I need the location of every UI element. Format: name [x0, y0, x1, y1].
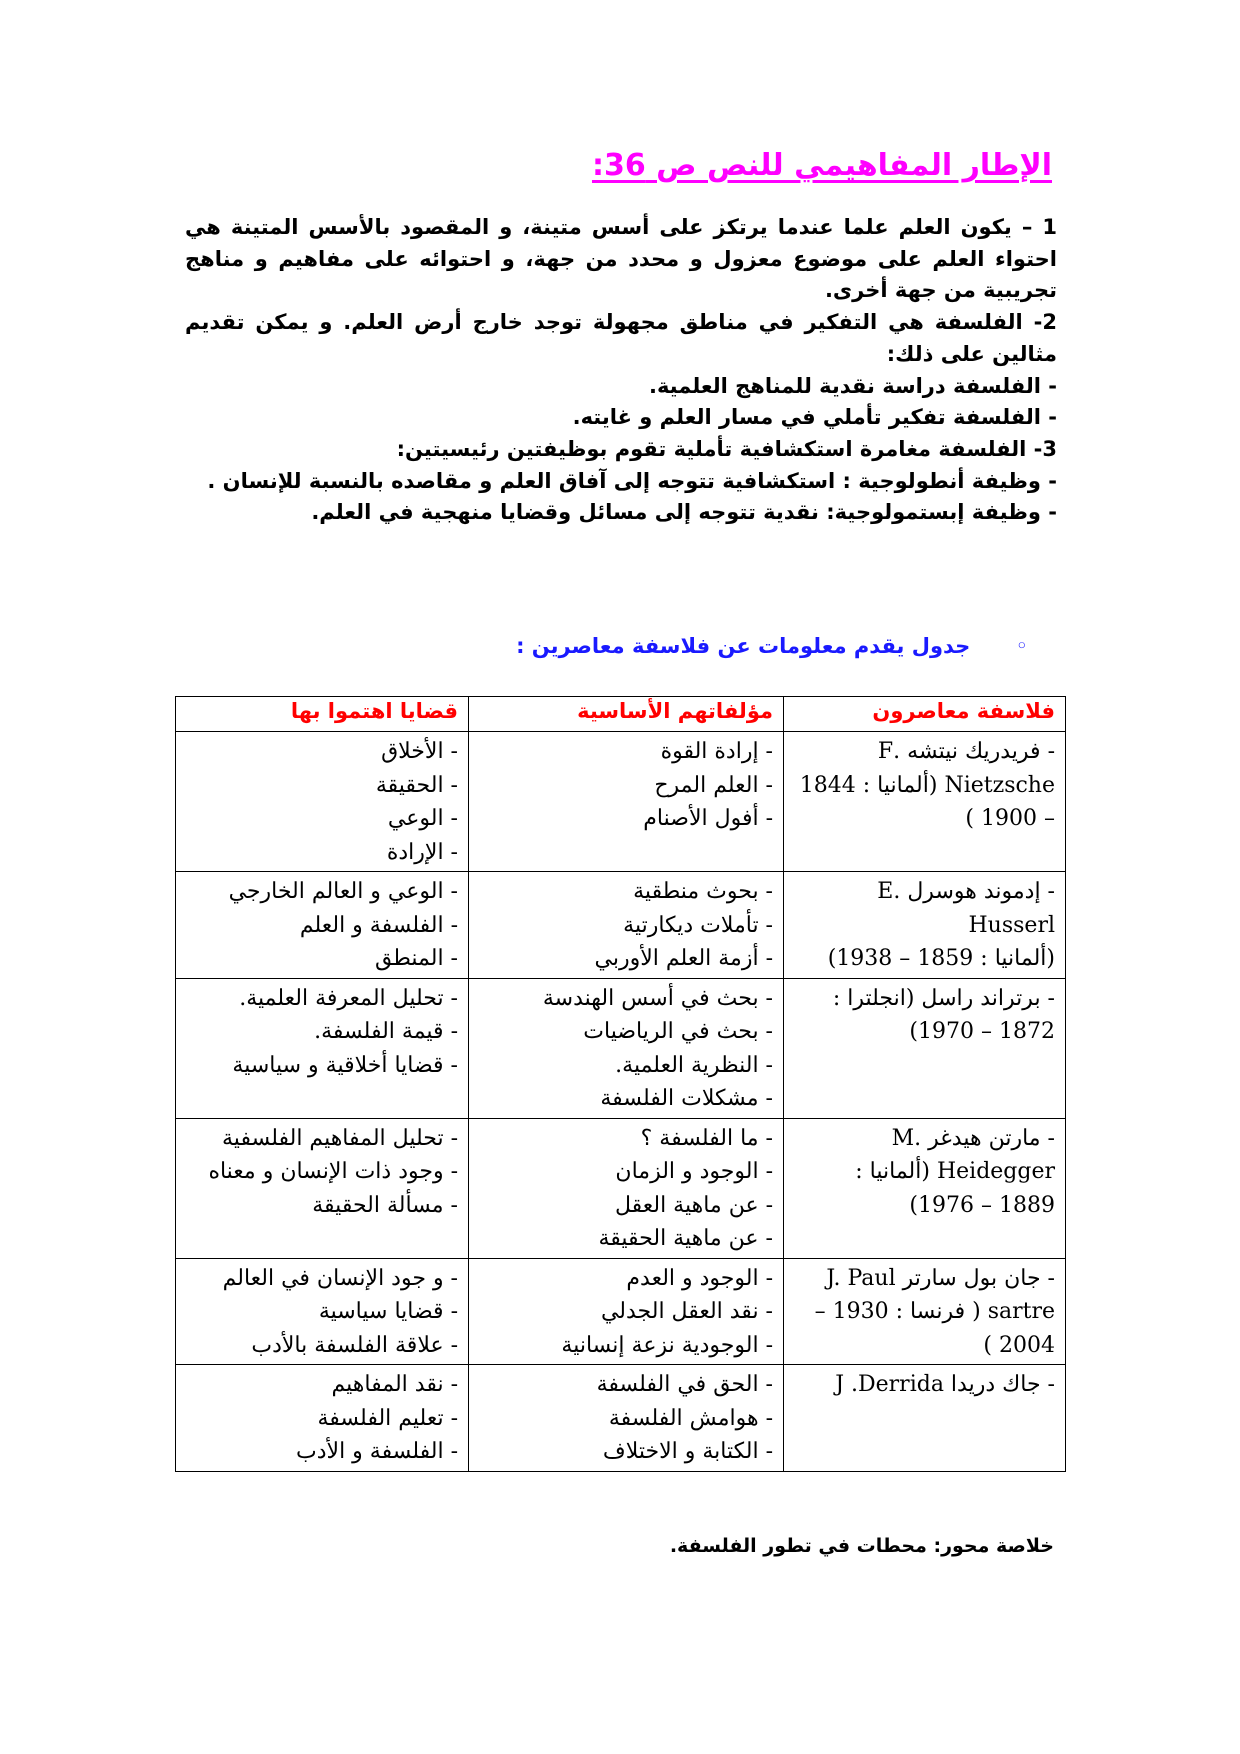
works-cell-line: - بحث في أسس الهندسة — [542, 985, 773, 1011]
philosopher-cell-line: 2004 ) — [983, 1332, 1055, 1358]
works-cell — [469, 732, 784, 872]
issues-cell — [176, 1365, 469, 1472]
philosopher-cell — [784, 872, 1066, 979]
works-cell-line: - الوجود و العدم — [626, 1265, 773, 1291]
works-cell-line: - تأملات ديكارتية — [623, 912, 773, 938]
issues-cell-line: - قضايا سياسية — [318, 1299, 458, 1324]
works-cell-line: - الوجود و الزمان — [615, 1159, 773, 1184]
philosopher-cell-line: - جان بول سارتر J. Paul — [826, 1265, 1055, 1291]
philosopher-cell-line: Heidegger (ألمانيا : — [855, 1159, 1055, 1184]
intro-point-1: 1 – يكون العلم علما عندما يرتكز على أسس متينة، و المقصود بالأسس المتينة هي احتواء العلم على موضوع معزول و محدد من جهة، و احتوائه على مفاهيم و مناهج تجريبية من جهة أخرى. — [185, 215, 1057, 303]
philosopher-cell — [784, 1365, 1066, 1472]
works-cell — [469, 1365, 784, 1472]
issues-cell-line: - المنطق — [375, 946, 458, 971]
philosopher-cell-line: sartre ( فرنسا : 1930 – — [814, 1299, 1055, 1324]
footer-summary: خلاصة محور: محطات في تطور الفلسفة. — [669, 1535, 1054, 1557]
philosopher-cell — [784, 1118, 1066, 1258]
philosopher-cell-line: - فريدريك نيتشه .F — [877, 739, 1055, 764]
issues-cell — [176, 1118, 469, 1258]
philosopher-cell — [784, 1258, 1066, 1365]
table-row — [176, 1258, 1066, 1365]
issues-cell — [176, 1258, 469, 1365]
table-row — [176, 872, 1066, 979]
philosopher-cell — [784, 732, 1066, 872]
works-cell-line: - إرادة القوة — [660, 739, 773, 764]
issues-cell-line: - الفلسفة و العلم — [299, 912, 458, 938]
issues-cell-line: - الوعي — [387, 806, 458, 831]
issues-cell — [176, 872, 469, 979]
issues-cell-line: - تحليل المعرفة العلمية. — [239, 985, 458, 1011]
works-cell — [469, 978, 784, 1118]
philosopher-cell-line: Nietzsche (ألمانيا : 1844 — [799, 772, 1055, 798]
works-cell-line: - الحق في الفلسفة — [596, 1372, 773, 1397]
table-row — [176, 978, 1066, 1118]
intro-text — [185, 212, 1057, 529]
philosopher-cell-line: – 1900 ) — [965, 806, 1055, 831]
intro-bullet-epistemological: - وظيفة إبستمولوجية: نقدية تتوجه إلى مسائل وقضايا منهجية في العلم. — [311, 500, 1057, 525]
issues-cell-line: - علاقة الفلسفة بالأدب — [251, 1332, 458, 1358]
works-cell-line: - عن ماهية الحقيقة — [598, 1226, 773, 1251]
page-title: الإطار المفاهيمي للنص ص 36: — [591, 148, 1052, 183]
philosopher-cell-line: 1872 – 1970) — [909, 1019, 1055, 1044]
issues-cell-line: - قيمة الفلسفة. — [314, 1019, 458, 1044]
issues-cell-line: - تحليل المفاهيم الفلسفية — [222, 1125, 458, 1151]
issues-cell-line: - الفلسفة و الأدب — [296, 1439, 458, 1464]
works-cell-line: - الوجودية نزعة إنسانية — [561, 1332, 773, 1358]
works-cell — [469, 1258, 784, 1365]
intro-bullet-ontological: - وظيفة أنطولوجية : استكشافية تتوجه إلى آفاق العلم و مقاصده بالنسبة للإنسان . — [207, 468, 1057, 493]
works-cell-line: - مشكلات الفلسفة — [600, 1086, 773, 1111]
philosopher-cell-line: - برتراند راسل (انجلترا : — [832, 985, 1055, 1011]
works-cell-line: - العلم المرح — [654, 772, 773, 798]
works-cell — [469, 1118, 784, 1258]
works-cell-line: - أزمة العلم الأوربي — [594, 946, 773, 971]
issues-cell-line: - وجود ذات الإنسان و معناه — [208, 1159, 458, 1184]
philosopher-cell-line: - مارتن هيدغر .M — [891, 1125, 1055, 1151]
issues-cell-line: - قضايا أخلاقية و سياسية — [232, 1052, 458, 1078]
issues-cell-line: - الإرادة — [386, 839, 458, 865]
intro-bullet-reflective: - الفلسفة تفكير تأملي في مسار العلم و غايته. — [572, 405, 1057, 430]
philosopher-cell-line: - إدموند هوسرل .E — [877, 879, 1055, 904]
works-cell-line: - بحث في الرياضيات — [583, 1019, 773, 1044]
table-caption — [516, 634, 1028, 658]
table-row — [176, 1118, 1066, 1258]
works-cell-line: - نقد العقل الجدلي — [600, 1299, 773, 1324]
caption-text: جدول يقدم معلومات عن فلاسفة معاصرين : — [516, 634, 971, 658]
issues-cell-line: - الوعي و العالم الخارجي — [228, 879, 458, 904]
intro-point-2: 2- الفلسفة هي التفكير في مناطق مجهولة توجد خارج أرض العلم. و يمكن تقديم مثالين على ذلك: — [185, 310, 1057, 366]
works-cell — [469, 872, 784, 979]
header-philosophers: فلاسفة معاصرون — [784, 697, 1066, 732]
caption-bullet-icon: ◦ — [1015, 634, 1028, 658]
philosophers-table — [175, 696, 1066, 1472]
header-issues: قضايا اهتموا بها — [176, 697, 469, 732]
issues-cell — [176, 732, 469, 872]
intro-point-3: 3- الفلسفة مغامرة استكشافية تأملية تقوم بوظيفتين رئيسيتين: — [396, 436, 1057, 461]
works-cell-line: - أفول الأصنام — [643, 806, 773, 831]
issues-cell-line: - و جود الإنسان في العالم — [222, 1265, 458, 1291]
works-cell-line: - ما الفلسفة ؟ — [640, 1125, 773, 1151]
issues-cell — [176, 978, 469, 1118]
philosopher-cell-line: (ألمانيا : 1859 – 1938) — [827, 946, 1055, 971]
works-cell-line: - هوامش الفلسفة — [608, 1405, 773, 1431]
table-body — [176, 732, 1066, 1472]
works-cell-line: - عن ماهية العقل — [614, 1192, 773, 1218]
works-cell-line: - النظرية العلمية. — [615, 1052, 773, 1078]
table-row — [176, 732, 1066, 872]
philosopher-cell-line: - جاك دريدا J .Derrida — [835, 1372, 1055, 1397]
table-row — [176, 1365, 1066, 1472]
works-cell-line: - الكتابة و الاختلاف — [602, 1439, 773, 1464]
intro-bullet-critical: - الفلسفة دراسة نقدية للمناهج العلمية. — [648, 373, 1057, 398]
philosopher-cell-line: Husserl — [968, 912, 1055, 938]
works-cell-line: - بحوث منطقية — [633, 879, 773, 904]
issues-cell-line: - تعليم الفلسفة — [317, 1405, 458, 1431]
table-header-row — [176, 697, 1066, 732]
header-works: مؤلفاتهم الأساسية — [469, 697, 784, 732]
philosopher-cell-line: 1889 – 1976) — [909, 1192, 1055, 1218]
issues-cell-line: - مسألة الحقيقة — [312, 1192, 458, 1218]
issues-cell-line: - نقد المفاهيم — [331, 1372, 458, 1397]
issues-cell-line: - الحقيقة — [375, 772, 458, 798]
philosopher-cell — [784, 978, 1066, 1118]
issues-cell-line: - الأخلاق — [381, 739, 458, 764]
